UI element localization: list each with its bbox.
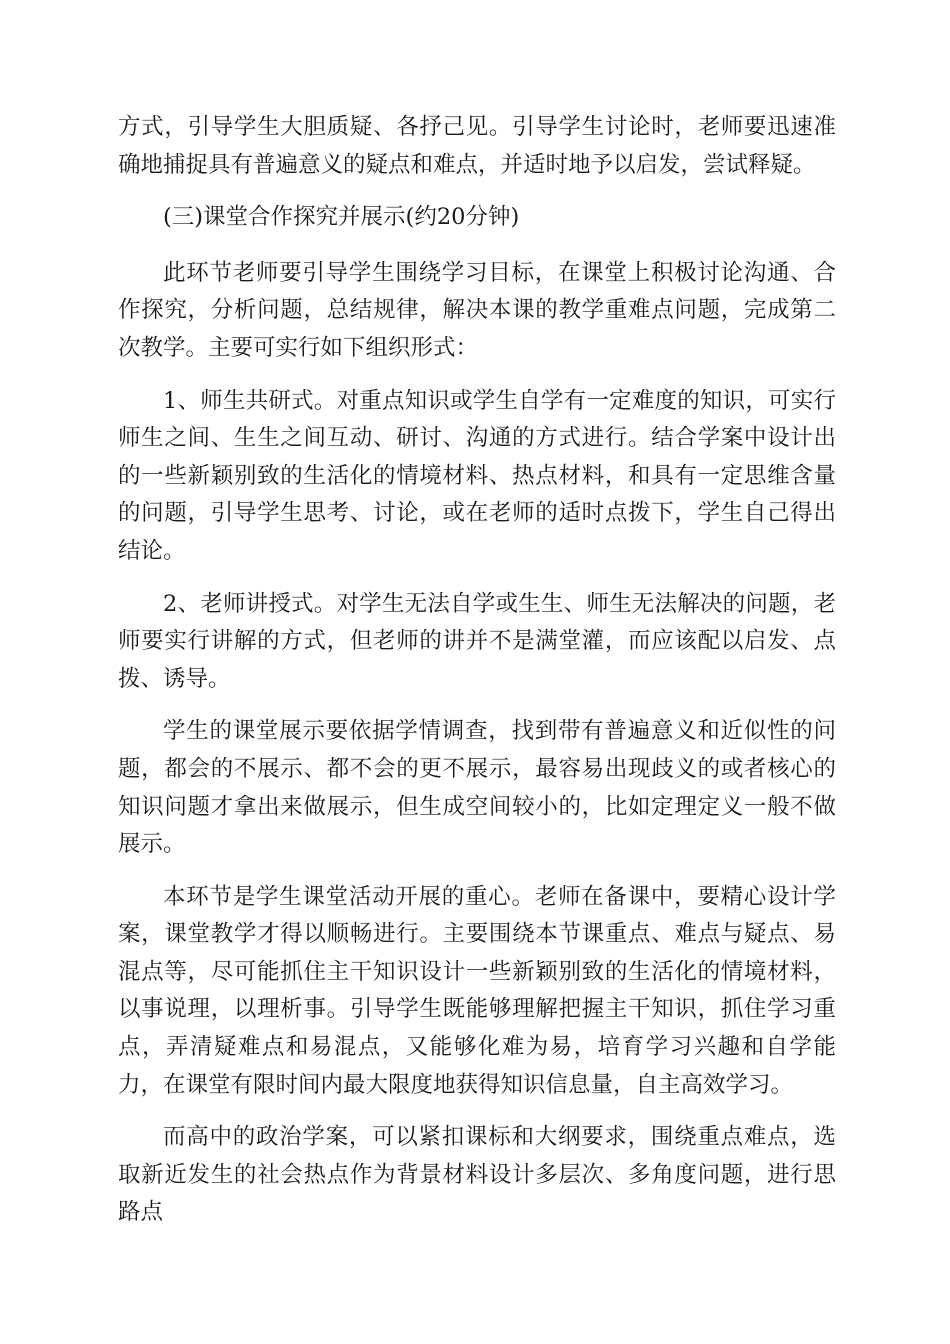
paragraph: 学生的课堂展示要依据学情调查，找到带有普遍意义和近似性的问题，都会的不展示、都不会的更不展示，最容易出现歧义的或者核心的知识问题才拿出来做展示，但生成空间较小的，比如定理定义一般不做展示。: [118, 718, 836, 858]
paragraph: 此环节老师要引导学生围绕学习目标，在课堂上积极讨论沟通、合作探究，分析问题，总结规律，解决本课的教学重难点问题，完成第二次教学。主要可实行如下组织形式：: [118, 259, 836, 361]
paragraph-continuation: 方式，引导学生大胆质疑、各抒己见。引导学生讨论时，老师要迅速准确地捕捉具有普遍意义的疑点和难点，并适时地予以启发，尝试释疑。: [118, 114, 836, 178]
list-item-1: 1、师生共研式。对重点知识或学生自学有一定难度的知识，可实行师生之间、生生之间互动、研讨、沟通的方式进行。结合学案中设计出的一些新颖别致的生活化的情境材料、热点材料，和具有一定思维含量的问题，引导学生思考、讨论，或在老师的适时点拨下，学生自己得出结论。: [118, 387, 836, 564]
paragraph: 而高中的政治学案，可以紧扣课标和大纲要求，围绕重点难点，选取新近发生的社会热点作为背景材料设计多层次、多角度问题，进行思路点: [118, 1124, 836, 1226]
section-heading: (三)课堂合作探究并展示(约20分钟): [163, 204, 520, 231]
document-body: [118, 109, 836, 1232]
paragraph: 本环节是学生课堂活动开展的重心。老师在备课中，要精心设计学案，课堂教学才得以顺畅进行。主要围绕本节课重点、难点与疑点、易混点等，尽可能抓住主干知识设计一些新颖别致的生活化的情境材料，以事说理，以理析事。引导学生既能够理解把握主干知识，抓住学习重点，弄清疑难点和易混点，又能够化难为易，培育学习兴趣和自学能力，在课堂有限时间内最大限度地获得知识信息量，自主高效学习。: [118, 883, 836, 1098]
list-item-2: 2、老师讲授式。对学生无法自学或生生、师生无法解决的问题，老师要实行讲解的方式，但老师的讲并不是满堂灌，而应该配以启发、点拨、诱导。: [118, 590, 836, 692]
